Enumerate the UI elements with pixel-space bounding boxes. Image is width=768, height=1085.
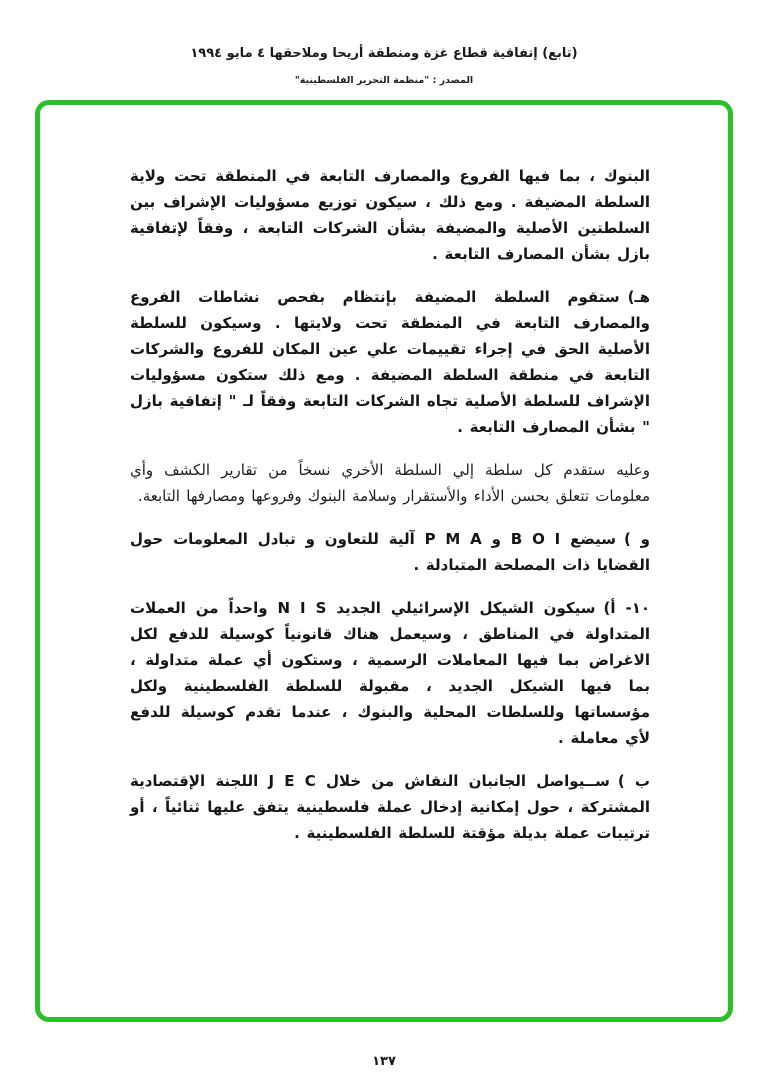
paragraph-text: البنوك ، بما فيها الفروع والمصارف التابعة في المنطقة تحت ولاية السلطة المضيفة . ومع ذلك ، سيكون توزيع مسؤوليات الإشراف بين السلطتين الأصلية والمضيفة بشأن الشركات التابعة ، وفقاً لإتفاقية بازل بشأن المصارف التابعة . — [130, 167, 650, 263]
paragraph-text: ستقوم السلطة المضيفة بإنتظام بفحص نشاطات الفروع والمصارف التابعة في المنطقة تحت ولايتها . وسيكون للسلطة الأصلية الحق في إجراء تقييمات علي عين المكان للفروع والشركات التابعة في منطقة السلطة المضيفة . ومع ذلك ستكون مسؤوليات الإشراف للسلطة الأصلية تجاه الشركات التابعة وفقاً لـ " إتفاقية بازل " بشأن المصارف التابعة . — [130, 288, 650, 436]
paragraph-clause-w — [130, 526, 650, 578]
paragraph-continuation — [130, 163, 650, 267]
paragraph-marker: هـ) — [627, 288, 650, 306]
document-title: (تابع) إتفاقية قطاع غزة ومنطقة أريحا وملاحقها ٤ مايو ١٩٩٤ — [190, 46, 578, 61]
paragraph-text: ســيواصل الجانبان النقاش من خلال J E C اللجنة الإقتصادية المشتركة ، حول إمكانية إدخال عملة فلسطينية يتفق عليها ثنائياً ، أو ترتيبات عملة بديلة مؤقتة للسلطة الفلسطينية . — [130, 772, 650, 842]
paragraph-marker: ١٠- أ) — [603, 599, 650, 617]
paragraph-marker: ب ) — [617, 772, 650, 790]
document-source: المصدر : "منظمة التحرير الفلسطينية" — [294, 75, 474, 86]
green-border-frame — [35, 100, 733, 1022]
page-number: ١٣٧ — [372, 1054, 396, 1069]
document-body — [130, 163, 650, 863]
paragraph-clause-e — [130, 284, 650, 440]
paragraph-clause-b — [130, 768, 650, 846]
paragraph-marker: و ) — [623, 530, 650, 548]
paragraph-text: وعليه ستقدم كل سلطة إلي السلطة الأخري نسخاً من تقارير الكشف وأي معلومات تتعلق بحسن الأداء والأستقرار وسلامة البنوك وفروعها ومصارفها التابعة. — [130, 461, 650, 505]
page-header — [0, 46, 768, 86]
paragraph-clause-10a — [130, 595, 650, 751]
paragraph-note — [130, 457, 650, 509]
paragraph-text: سيضع B O I و P M A آلية للتعاون و تبادل المعلومات حول القضايا ذات المصلحة المتبادلة . — [130, 530, 650, 574]
paragraph-text: سيكون الشيكل الإسرائيلي الجديد N I S واحداً من العملات المتداولة في المناطق ، وسيعمل هناك قانونياً كوسيلة للدفع لكل الاغراض بما فيها المعاملات الرسمية ، وستكون أي عملة متداولة ، بما فيها الشيكل الجديد ، مقبولة للسلطة الفلسطينية ولكل مؤسساتها وللسلطات المحلية والبنوك ، عندما تقدم كوسيلة للدفع لأي معاملة . — [130, 599, 650, 747]
